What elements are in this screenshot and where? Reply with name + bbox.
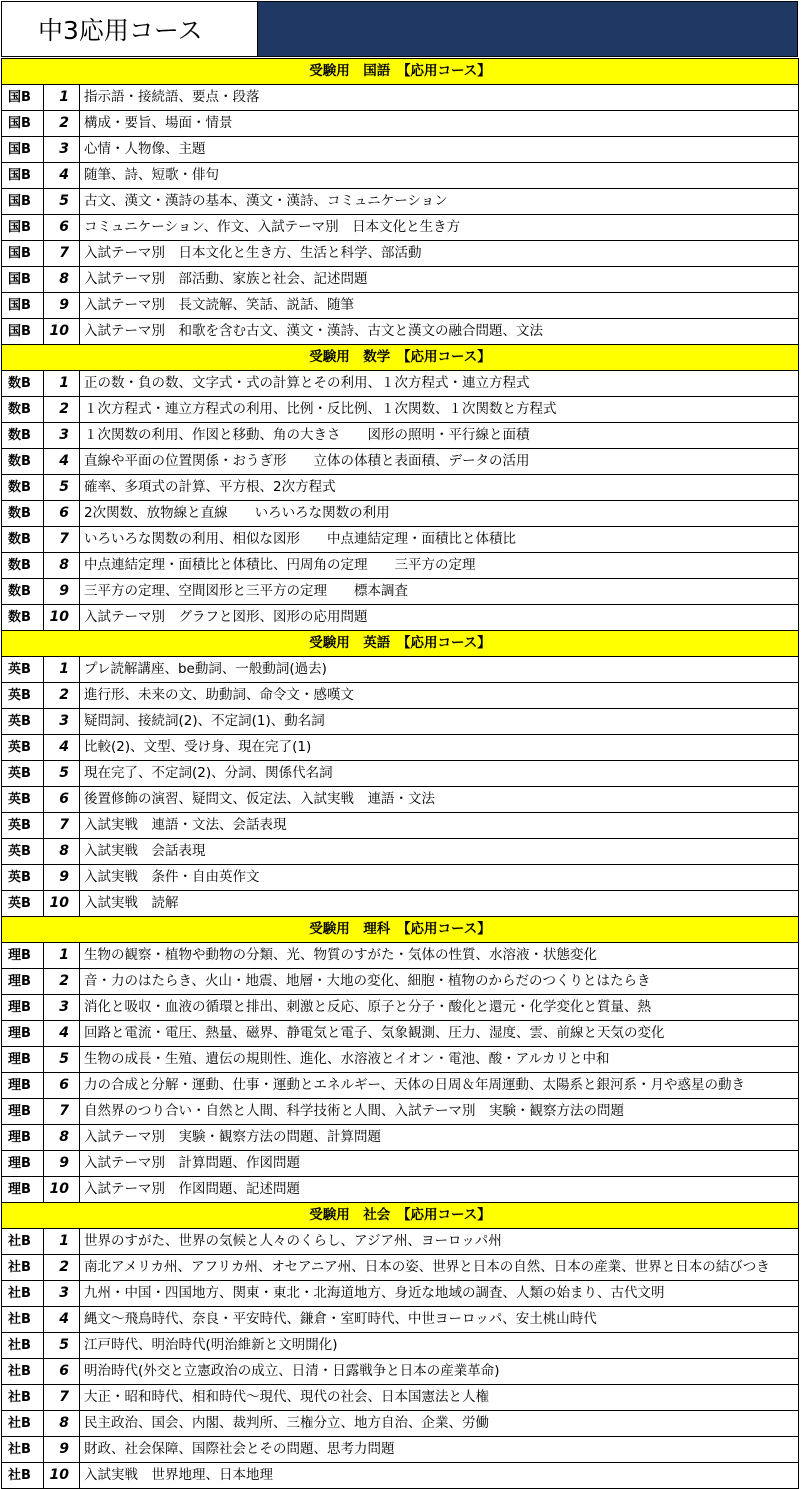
course-code-cell: 国B bbox=[2, 163, 44, 189]
lesson-number-cell: 1 bbox=[44, 85, 80, 111]
lesson-number-cell: 5 bbox=[44, 761, 80, 787]
lesson-number-cell: 7 bbox=[44, 241, 80, 267]
course-code-cell: 社B bbox=[2, 1281, 44, 1307]
course-code-cell: 国B bbox=[2, 111, 44, 137]
table-row bbox=[2, 1411, 799, 1437]
table-row bbox=[2, 709, 799, 735]
table-row bbox=[2, 215, 799, 241]
lesson-number-cell: 1 bbox=[44, 371, 80, 397]
table-row bbox=[2, 839, 799, 865]
course-code-cell: 数B bbox=[2, 605, 44, 631]
course-code-cell: 理B bbox=[2, 1047, 44, 1073]
lesson-number-cell: 6 bbox=[44, 1359, 80, 1385]
course-code-cell: 社B bbox=[2, 1385, 44, 1411]
lesson-number-cell: 10 bbox=[44, 605, 80, 631]
table-row bbox=[2, 137, 799, 163]
section-heading: 受験用 社会 【応用コース】 bbox=[2, 1203, 799, 1229]
lesson-number-cell: 10 bbox=[44, 1177, 80, 1203]
topic-cell: 回路と電流・電圧、熱量、磁界、静電気と電子、気象観測、圧力、湿度、雲、前線と天気の変化 bbox=[80, 1021, 799, 1047]
topic-cell: 力の合成と分解・運動、仕事・運動とエネルギー、天体の日周＆年周運動、太陽系と銀河系・月や惑星の動き bbox=[80, 1073, 799, 1099]
course-code-cell: 国B bbox=[2, 241, 44, 267]
course-code-cell: 英B bbox=[2, 657, 44, 683]
lesson-number-cell: 9 bbox=[44, 293, 80, 319]
course-code-cell: 理B bbox=[2, 943, 44, 969]
topic-cell: 入試テーマ別 実験・観察方法の問題、計算問題 bbox=[80, 1125, 799, 1151]
table-row bbox=[2, 1463, 799, 1489]
topic-cell: 中点連結定理・面積比と体積比、円周角の定理 三平方の定理 bbox=[80, 553, 799, 579]
lesson-number-cell: 6 bbox=[44, 215, 80, 241]
course-code-cell: 社B bbox=[2, 1463, 44, 1489]
table-row bbox=[2, 553, 799, 579]
table-row bbox=[2, 189, 799, 215]
course-code-cell: 社B bbox=[2, 1229, 44, 1255]
table-row bbox=[2, 1437, 799, 1463]
lesson-number-cell: 3 bbox=[44, 1281, 80, 1307]
lesson-number-cell: 2 bbox=[44, 111, 80, 137]
topic-cell: 音・力のはたらき、火山・地震、地層・大地の変化、細胞・植物のからだのつくりとはたらき bbox=[80, 969, 799, 995]
table-row bbox=[2, 1177, 799, 1203]
topic-cell: 入試実戦 条件・自由英作文 bbox=[80, 865, 799, 891]
table-row bbox=[2, 1099, 799, 1125]
lesson-number-cell: 9 bbox=[44, 1151, 80, 1177]
course-code-cell: 数B bbox=[2, 501, 44, 527]
section-header-row bbox=[2, 345, 799, 371]
topic-cell: 入試テーマ別 和歌を含む古文、漢文・漢詩、古文と漢文の融合問題、文法 bbox=[80, 319, 799, 345]
table-row bbox=[2, 449, 799, 475]
section-header-row bbox=[2, 1203, 799, 1229]
lesson-number-cell: 5 bbox=[44, 1047, 80, 1073]
table-row bbox=[2, 1281, 799, 1307]
course-code-cell: 社B bbox=[2, 1411, 44, 1437]
table-row bbox=[2, 657, 799, 683]
table-row bbox=[2, 1021, 799, 1047]
course-code-cell: 社B bbox=[2, 1437, 44, 1463]
lesson-number-cell: 4 bbox=[44, 1307, 80, 1333]
course-code-cell: 英B bbox=[2, 683, 44, 709]
table-row bbox=[2, 761, 799, 787]
lesson-number-cell: 8 bbox=[44, 839, 80, 865]
lesson-number-cell: 3 bbox=[44, 995, 80, 1021]
topic-cell: 生物の観察・植物や動物の分類、光、物質のすがた・気体の性質、水溶液・状態変化 bbox=[80, 943, 799, 969]
course-code-cell: 英B bbox=[2, 839, 44, 865]
table-row bbox=[2, 1125, 799, 1151]
topic-cell: プレ読解講座、be動詞、一般動詞(過去) bbox=[80, 657, 799, 683]
topic-cell: 三平方の定理、空間図形と三平方の定理 標本調査 bbox=[80, 579, 799, 605]
lesson-number-cell: 3 bbox=[44, 709, 80, 735]
section-heading: 受験用 国語 【応用コース】 bbox=[2, 59, 799, 85]
header-band bbox=[258, 2, 797, 56]
lesson-number-cell: 9 bbox=[44, 579, 80, 605]
course-code-cell: 数B bbox=[2, 527, 44, 553]
lesson-number-cell: 4 bbox=[44, 449, 80, 475]
course-code-cell: 英B bbox=[2, 813, 44, 839]
table-row bbox=[2, 397, 799, 423]
lesson-number-cell: 6 bbox=[44, 501, 80, 527]
topic-cell: 古文、漢文・漢詩の基本、漢文・漢詩、コミュニケーション bbox=[80, 189, 799, 215]
topic-cell: 入試テーマ別 部活動、家族と社会、記述問題 bbox=[80, 267, 799, 293]
table-row bbox=[2, 1255, 799, 1281]
table-row bbox=[2, 683, 799, 709]
course-code-cell: 社B bbox=[2, 1359, 44, 1385]
lesson-number-cell: 10 bbox=[44, 319, 80, 345]
topic-cell: 消化と吸収・血液の循環と排出、刺激と反応、原子と分子・酸化と還元・化学変化と質量、熱 bbox=[80, 995, 799, 1021]
course-code-cell: 数B bbox=[2, 579, 44, 605]
curriculum-content bbox=[1, 58, 798, 1489]
course-code-cell: 数B bbox=[2, 449, 44, 475]
lesson-number-cell: 9 bbox=[44, 865, 80, 891]
topic-cell: 江戸時代、明治時代(明治維新と文明開化) bbox=[80, 1333, 799, 1359]
topic-cell: 明治時代(外交と立憲政治の成立、日清・日露戦争と日本の産業革命) bbox=[80, 1359, 799, 1385]
topic-cell: 入試テーマ別 長文読解、笑話、説話、随筆 bbox=[80, 293, 799, 319]
section-header-row bbox=[2, 631, 799, 657]
lesson-number-cell: 8 bbox=[44, 1411, 80, 1437]
topic-cell: 確率、多項式の計算、平方根、2次方程式 bbox=[80, 475, 799, 501]
lesson-number-cell: 9 bbox=[44, 1437, 80, 1463]
table-row bbox=[2, 475, 799, 501]
topic-cell: 心情・人物像、主題 bbox=[80, 137, 799, 163]
course-code-cell: 数B bbox=[2, 397, 44, 423]
lesson-number-cell: 1 bbox=[44, 1229, 80, 1255]
table-row bbox=[2, 787, 799, 813]
section-heading: 受験用 英語 【応用コース】 bbox=[2, 631, 799, 657]
topic-cell: 直線や平面の位置関係・おうぎ形 立体の体積と表面積、データの活用 bbox=[80, 449, 799, 475]
lesson-number-cell: 5 bbox=[44, 189, 80, 215]
table-row bbox=[2, 1307, 799, 1333]
lesson-number-cell: 2 bbox=[44, 1255, 80, 1281]
lesson-number-cell: 7 bbox=[44, 527, 80, 553]
topic-cell: 大正・昭和時代、相和時代～現代、現代の社会、日本国憲法と人権 bbox=[80, 1385, 799, 1411]
lesson-number-cell: 7 bbox=[44, 1385, 80, 1411]
lesson-number-cell: 4 bbox=[44, 735, 80, 761]
course-code-cell: 理B bbox=[2, 1151, 44, 1177]
course-code-cell: 理B bbox=[2, 1073, 44, 1099]
course-code-cell: 英B bbox=[2, 735, 44, 761]
course-code-cell: 理B bbox=[2, 1021, 44, 1047]
course-code-cell: 理B bbox=[2, 995, 44, 1021]
lesson-number-cell: 4 bbox=[44, 163, 80, 189]
course-code-cell: 英B bbox=[2, 787, 44, 813]
course-code-cell: 理B bbox=[2, 969, 44, 995]
course-code-cell: 英B bbox=[2, 891, 44, 917]
topic-cell: 入試テーマ別 グラフと図形、図形の応用問題 bbox=[80, 605, 799, 631]
table-row bbox=[2, 293, 799, 319]
table-row bbox=[2, 111, 799, 137]
topic-cell: 自然界のつり合い・自然と人間、科学技術と人間、入試テーマ別 実験・観察方法の問題 bbox=[80, 1099, 799, 1125]
topic-cell: 構成・要旨、場面・情景 bbox=[80, 111, 799, 137]
lesson-number-cell: 2 bbox=[44, 969, 80, 995]
section-heading: 受験用 数学 【応用コース】 bbox=[2, 345, 799, 371]
table-row bbox=[2, 969, 799, 995]
course-code-cell: 数B bbox=[2, 553, 44, 579]
lesson-number-cell: 2 bbox=[44, 397, 80, 423]
curriculum-table bbox=[1, 58, 799, 1489]
lesson-number-cell: 6 bbox=[44, 1073, 80, 1099]
topic-cell: 入試テーマ別 計算問題、作図問題 bbox=[80, 1151, 799, 1177]
lesson-number-cell: 1 bbox=[44, 657, 80, 683]
topic-cell: 入試実戦 連語・文法、会話表現 bbox=[80, 813, 799, 839]
lesson-number-cell: 7 bbox=[44, 813, 80, 839]
table-row bbox=[2, 995, 799, 1021]
table-row bbox=[2, 943, 799, 969]
table-row bbox=[2, 605, 799, 631]
table-row bbox=[2, 163, 799, 189]
topic-cell: 疑問詞、接続詞(2)、不定詞(1)、動名詞 bbox=[80, 709, 799, 735]
topic-cell: 入試テーマ別 作図問題、記述問題 bbox=[80, 1177, 799, 1203]
topic-cell: 正の数・負の数、文字式・式の計算とその利用、１次方程式・連立方程式 bbox=[80, 371, 799, 397]
course-code-cell: 国B bbox=[2, 293, 44, 319]
table-row bbox=[2, 241, 799, 267]
course-code-cell: 国B bbox=[2, 215, 44, 241]
topic-cell: 入試実戦 読解 bbox=[80, 891, 799, 917]
topic-cell: 入試テーマ別 日本文化と生き方、生活と科学、部活動 bbox=[80, 241, 799, 267]
lesson-number-cell: 8 bbox=[44, 553, 80, 579]
lesson-number-cell: 1 bbox=[44, 943, 80, 969]
topic-cell: 民主政治、国会、内閣、裁判所、三権分立、地方自治、企業、労働 bbox=[80, 1411, 799, 1437]
lesson-number-cell: 7 bbox=[44, 1099, 80, 1125]
table-row bbox=[2, 423, 799, 449]
course-code-cell: 社B bbox=[2, 1307, 44, 1333]
table-row bbox=[2, 579, 799, 605]
page-header bbox=[1, 1, 798, 57]
lesson-number-cell: 10 bbox=[44, 891, 80, 917]
topic-cell: １次関数の利用、作図と移動、角の大きさ 図形の照明・平行線と面積 bbox=[80, 423, 799, 449]
topic-cell: １次方程式・連立方程式の利用、比例・反比例、１次関数、１次関数と方程式 bbox=[80, 397, 799, 423]
topic-cell: 財政、社会保障、国際社会とその問題、思考力問題 bbox=[80, 1437, 799, 1463]
lesson-number-cell: 3 bbox=[44, 423, 80, 449]
topic-cell: 入試実戦 会話表現 bbox=[80, 839, 799, 865]
topic-cell: コミュニケーション、作文、入試テーマ別 日本文化と生き方 bbox=[80, 215, 799, 241]
table-row bbox=[2, 319, 799, 345]
lesson-number-cell: 5 bbox=[44, 475, 80, 501]
section-header-row bbox=[2, 917, 799, 943]
table-row bbox=[2, 1073, 799, 1099]
table-row bbox=[2, 1229, 799, 1255]
table-row bbox=[2, 501, 799, 527]
section-heading: 受験用 理科 【応用コース】 bbox=[2, 917, 799, 943]
lesson-number-cell: 8 bbox=[44, 1125, 80, 1151]
topic-cell: 2次関数、放物線と直線 いろいろな関数の利用 bbox=[80, 501, 799, 527]
topic-cell: 縄文～飛鳥時代、奈良・平安時代、鎌倉・室町時代、中世ヨーロッパ、安土桃山時代 bbox=[80, 1307, 799, 1333]
topic-cell: いろいろな関数の利用、相似な図形 中点連結定理・面積比と体積比 bbox=[80, 527, 799, 553]
lesson-number-cell: 2 bbox=[44, 683, 80, 709]
topic-cell: 指示語・接続語、要点・段落 bbox=[80, 85, 799, 111]
topic-cell: 生物の成長・生殖、遺伝の規則性、進化、水溶液とイオン・電池、酸・アルカリと中和 bbox=[80, 1047, 799, 1073]
table-row bbox=[2, 267, 799, 293]
lesson-number-cell: 6 bbox=[44, 787, 80, 813]
course-code-cell: 英B bbox=[2, 865, 44, 891]
course-code-cell: 英B bbox=[2, 709, 44, 735]
table-row bbox=[2, 1151, 799, 1177]
lesson-number-cell: 4 bbox=[44, 1021, 80, 1047]
table-row bbox=[2, 735, 799, 761]
course-code-cell: 国B bbox=[2, 267, 44, 293]
course-code-cell: 理B bbox=[2, 1099, 44, 1125]
course-code-cell: 理B bbox=[2, 1125, 44, 1151]
topic-cell: 随筆、詩、短歌・俳句 bbox=[80, 163, 799, 189]
course-code-cell: 社B bbox=[2, 1255, 44, 1281]
course-code-cell: 英B bbox=[2, 761, 44, 787]
course-code-cell: 国B bbox=[2, 319, 44, 345]
table-row bbox=[2, 1359, 799, 1385]
table-row bbox=[2, 1047, 799, 1073]
table-row bbox=[2, 85, 799, 111]
table-row bbox=[2, 1333, 799, 1359]
curriculum-table-body bbox=[2, 59, 799, 1489]
topic-cell: 現在完了、不定詞(2)、分詞、関係代名詞 bbox=[80, 761, 799, 787]
topic-cell: 南北アメリカ州、アフリカ州、オセアニア州、日本の姿、世界と日本の自然、日本の産業、世界と日本の結びつき bbox=[80, 1255, 799, 1281]
topic-cell: 後置修飾の演習、疑問文、仮定法、入試実戦 連語・文法 bbox=[80, 787, 799, 813]
table-row bbox=[2, 371, 799, 397]
topic-cell: 入試実戦 世界地理、日本地理 bbox=[80, 1463, 799, 1489]
table-row bbox=[2, 891, 799, 917]
course-code-cell: 国B bbox=[2, 189, 44, 215]
section-header-row bbox=[2, 59, 799, 85]
course-code-cell: 国B bbox=[2, 85, 44, 111]
lesson-number-cell: 5 bbox=[44, 1333, 80, 1359]
lesson-number-cell: 8 bbox=[44, 267, 80, 293]
lesson-number-cell: 10 bbox=[44, 1463, 80, 1489]
table-row bbox=[2, 813, 799, 839]
topic-cell: 九州・中国・四国地方、関東・東北・北海道地方、身近な地域の調査、人類の始まり、古代文明 bbox=[80, 1281, 799, 1307]
course-code-cell: 社B bbox=[2, 1333, 44, 1359]
course-code-cell: 数B bbox=[2, 371, 44, 397]
table-row bbox=[2, 1385, 799, 1411]
page-title: 中3応用コース bbox=[2, 2, 258, 56]
lesson-number-cell: 3 bbox=[44, 137, 80, 163]
topic-cell: 世界のすがた、世界の気候と人々のくらし、アジア州、ヨーロッパ州 bbox=[80, 1229, 799, 1255]
course-code-cell: 国B bbox=[2, 137, 44, 163]
topic-cell: 進行形、未来の文、助動詞、命令文・感嘆文 bbox=[80, 683, 799, 709]
course-code-cell: 理B bbox=[2, 1177, 44, 1203]
course-code-cell: 数B bbox=[2, 475, 44, 501]
table-row bbox=[2, 865, 799, 891]
topic-cell: 比較(2)、文型、受け身、現在完了(1) bbox=[80, 735, 799, 761]
course-code-cell: 数B bbox=[2, 423, 44, 449]
table-row bbox=[2, 527, 799, 553]
